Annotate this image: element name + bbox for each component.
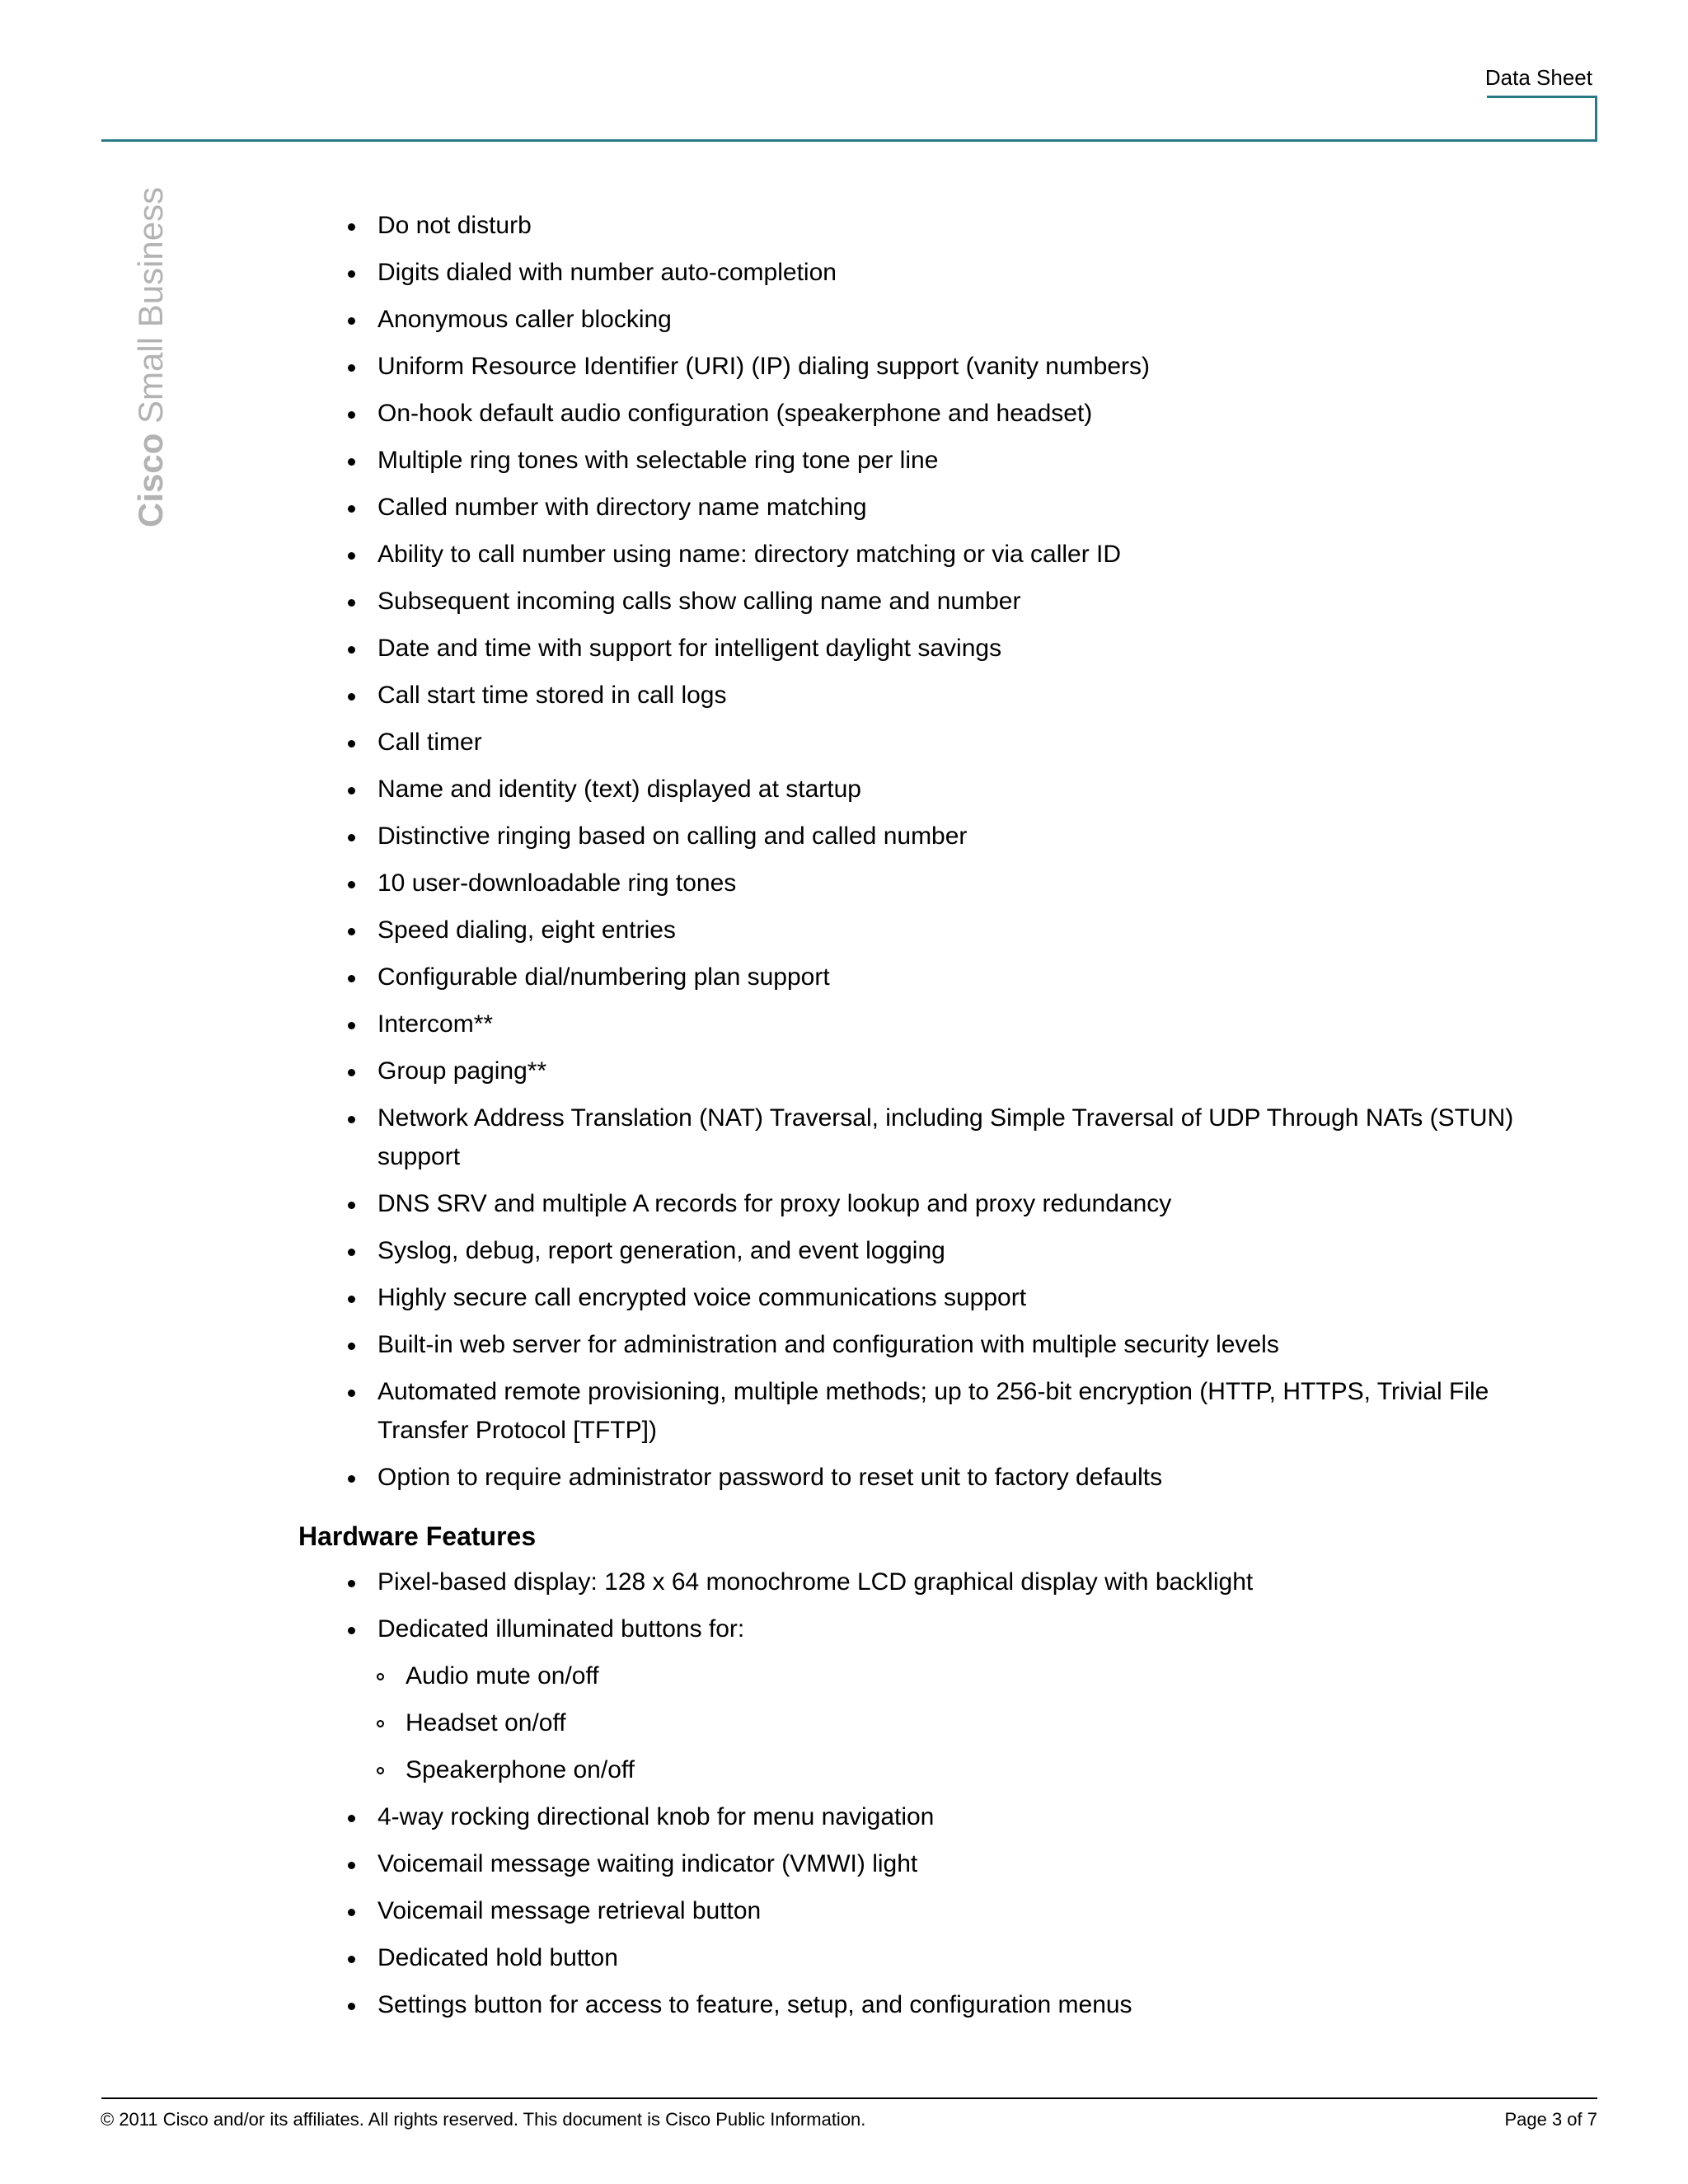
list-item [298,1372,1584,1450]
list-item [298,1985,1584,2024]
list-item-text: Do not disturb [377,212,532,239]
list-item [298,629,1584,668]
bullet-icon [348,646,355,654]
list-item [298,1278,1584,1317]
list-item-text: Automated remote provisioning, multiple methods; up to 256-bit encryption (HTTP, HTTPS, Trivial File Transfer Protocol [TFTP]) [377,1378,1489,1444]
list-item-text: On-hook default audio configuration (speakerphone and headset) [377,400,1093,427]
list-item-text: Ability to call number using name: directory matching or via caller ID [377,541,1122,568]
bullet-icon [348,928,355,935]
list-item [298,676,1584,715]
brand-light: Small Business [131,186,170,434]
list-item-text: Intercom** [377,1010,494,1038]
list-item [298,441,1584,480]
bullet-icon [348,1627,355,1634]
list-item-text: Called number with directory name matching [377,494,867,521]
bullet-icon [348,1390,355,1397]
list-item-text: Voicemail message retrieval button [377,1897,762,1924]
bullet-icon [348,2003,355,2010]
list-item [298,1891,1584,1930]
bullet-icon [348,505,355,513]
list-item-text: Uniform Resource Identifier (URI) (IP) dialing support (vanity numbers) [377,353,1150,380]
header-tab-frame [1487,96,1597,142]
header-rule [101,139,1597,142]
list-item [298,1052,1584,1090]
list-item-text: DNS SRV and multiple A records for proxy lookup and proxy redundancy [377,1190,1172,1217]
list-item-text: Headset on/off [406,1709,566,1736]
bullet-icon [348,881,355,888]
list-item [298,347,1584,386]
bullet-icon [348,1862,355,1869]
bullet-icon [348,223,355,231]
list-item-text: 10 user-downloadable ring tones [377,869,737,897]
list-item [298,1099,1584,1176]
list-item [298,1797,1584,1836]
doc-type-label: Data Sheet [1484,65,1592,90]
list-item-text: Dedicated hold button [377,1944,618,1971]
list-item-text: Option to require administrator password to reset unit to factory defaults [377,1464,1163,1491]
list-item-text: Subsequent incoming calls show calling name and number [377,588,1021,615]
hollow-bullet-icon [377,1673,384,1680]
list-item-text: Call start time stored in call logs [377,682,727,709]
list-item-text: Distinctive ringing based on calling and called number [377,823,968,850]
bullet-icon [348,787,355,794]
sub-list-item [298,1750,1584,1789]
list-item [298,911,1584,949]
bullet-icon [348,834,355,841]
list-item-text: Dedicated illuminated buttons for: [377,1615,745,1643]
list-item [298,300,1584,339]
list-item [298,864,1584,902]
list-item [298,770,1584,808]
bullet-icon [348,270,355,278]
list-item [298,1231,1584,1270]
bullet-icon [348,1343,355,1350]
list-item [298,1184,1584,1223]
bullet-icon [348,411,355,419]
bullet-icon [348,1116,355,1123]
bullet-icon [348,1069,355,1076]
bullet-icon [348,599,355,607]
sub-list-item [298,1704,1584,1742]
footer-rule [101,2097,1597,2099]
list-item [298,1458,1584,1497]
list-item [298,1563,1584,1601]
list-item-text: Built-in web server for administration and configuration with multiple security levels [377,1331,1279,1358]
hardware-list [298,1563,1584,2024]
bullet-icon [348,1956,355,1963]
bullet-icon [348,317,355,325]
list-item-text: Settings button for access to feature, setup, and configuration menus [377,1991,1132,2018]
hollow-bullet-icon [377,1720,384,1727]
list-item [298,723,1584,762]
hollow-bullet-icon [377,1767,384,1774]
list-item-text: Multiple ring tones with selectable ring tone per line [377,447,939,474]
bullet-icon [348,1580,355,1587]
bullet-icon [348,740,355,748]
list-item [298,206,1584,245]
list-item [298,394,1584,433]
bullet-icon [348,1202,355,1209]
list-item [298,1610,1584,1648]
list-item [298,1005,1584,1043]
list-item [298,1325,1584,1364]
list-item-text: Speakerphone on/off [406,1756,635,1783]
list-item [298,488,1584,527]
bullet-icon [348,1249,355,1256]
bullet-icon [348,1815,355,1822]
brand-bold: Cisco [131,433,170,527]
list-item-text: Syslog, debug, report generation, and event logging [377,1237,945,1264]
list-item [298,1844,1584,1883]
bullet-icon [348,458,355,466]
bullet-icon [348,693,355,701]
list-item-text: Pixel-based display: 128 x 64 monochrome LCD graphical display with backlight [377,1568,1254,1596]
list-item-text: Digits dialed with number auto-completion [377,259,837,286]
bullet-icon [348,1296,355,1303]
list-item-text: Configurable dial/numbering plan support [377,963,830,991]
list-item [298,1938,1584,1977]
list-item-text: Voicemail message waiting indicator (VMWI) light [377,1850,918,1877]
list-item [298,817,1584,855]
list-item-text: Date and time with support for intelligent daylight savings [377,635,1002,662]
list-item-text: Call timer [377,729,482,756]
list-item-text: Audio mute on/off [406,1662,599,1690]
feature-list [298,206,1584,1497]
bullet-icon [348,1475,355,1483]
footer-page-number: Page 3 of 7 [1504,2109,1597,2130]
bullet-icon [348,364,355,372]
list-item-text: Speed dialing, eight entries [377,916,676,944]
sub-list-item [298,1657,1584,1695]
list-item-text: 4-way rocking directional knob for menu navigation [377,1803,935,1830]
list-item-text: Highly secure call encrypted voice communications support [377,1284,1027,1311]
list-item-text: Network Address Translation (NAT) Traversal, including Simple Traversal of UDP Through NATs (STUN) support [377,1104,1514,1170]
content [298,206,1584,2032]
list-item [298,582,1584,621]
list-item [298,253,1584,292]
bullet-icon [348,975,355,982]
list-item-text: Anonymous caller blocking [377,306,672,333]
footer-copyright: © 2011 Cisco and/or its affiliates. All rights reserved. This document is Cisco Public Information. [101,2109,866,2130]
list-item [298,958,1584,996]
list-item [298,535,1584,574]
list-item-text: Group paging** [377,1057,547,1085]
brand-vertical [131,186,170,527]
list-item-text: Name and identity (text) displayed at startup [377,776,861,803]
hardware-heading: Hardware Features [298,1521,537,1551]
bullet-icon [348,1909,355,1916]
bullet-icon [348,1022,355,1029]
bullet-icon [348,552,355,560]
